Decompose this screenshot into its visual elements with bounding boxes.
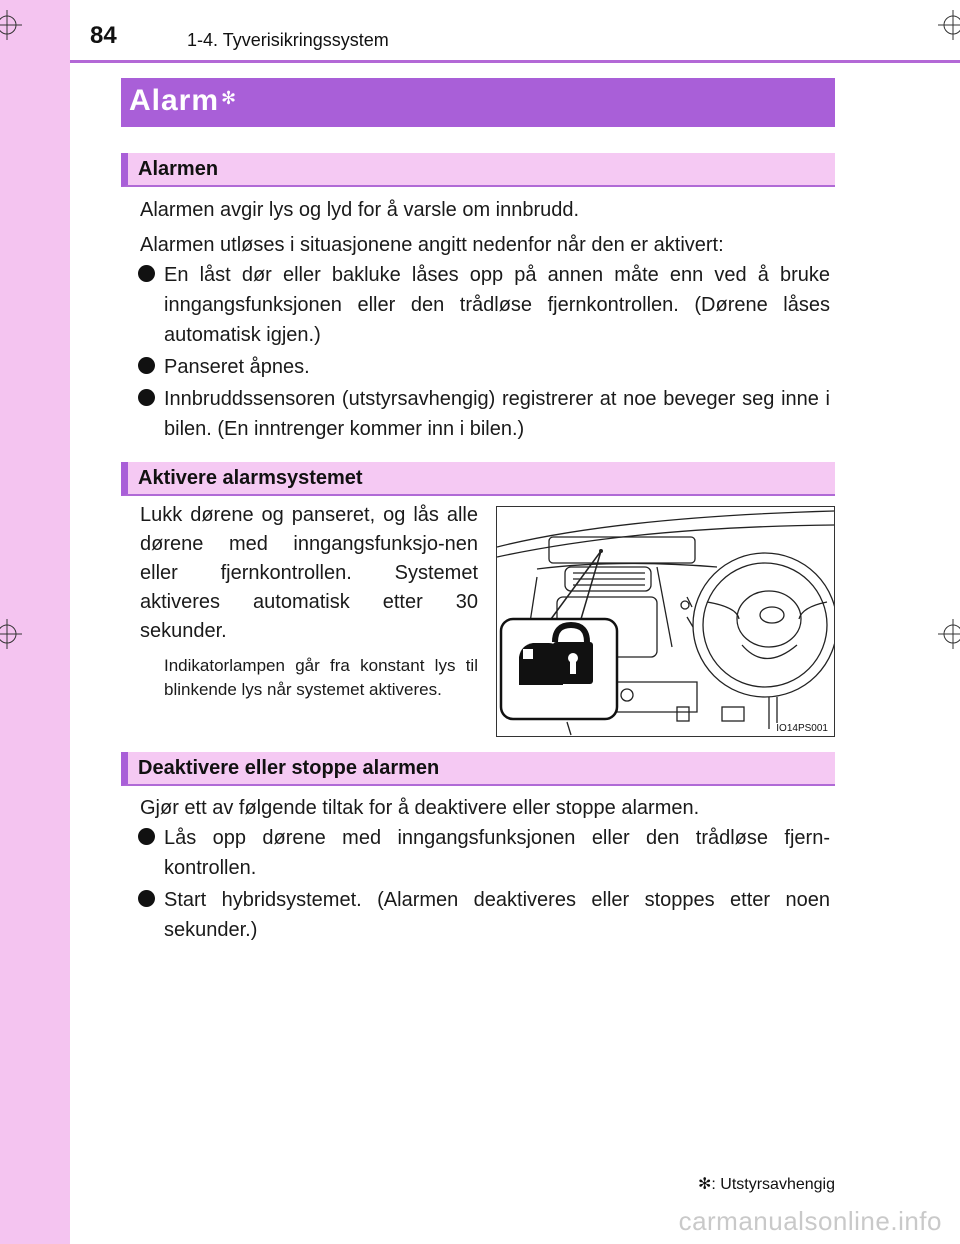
bullet-text: En låst dør eller bakluke låses opp på annen måte enn ved å bruke inngangsfunksjonen eller den trådløse fjernkontrollen. (Dørene låses automatisk igjen.) [164, 264, 830, 346]
bullet-icon [138, 265, 155, 282]
page-number: 84 [90, 22, 117, 49]
running-header: 1-4. Tyverisikringssystem [187, 30, 389, 50]
bullet-icon [138, 357, 155, 374]
paragraph: Alarmen avgir lys og lyd for å varsle om innbrudd. [140, 199, 580, 221]
section-heading-alarm [121, 153, 835, 187]
title-marker: ✻ [221, 87, 237, 108]
figure-code: IO14PS001 [776, 723, 828, 734]
bullet-item [138, 823, 830, 883]
bullet-icon [138, 389, 155, 406]
section-heading-text: Deaktivere eller stoppe alarmen [138, 757, 440, 779]
paragraph: Gjør ett av følgende tiltak for å deaktivere eller stoppe alarmen. [140, 797, 700, 819]
bullet-icon [138, 828, 155, 845]
bullet-text: Start hybridsystemet. (Alarmen deaktiveres eller stoppes etter noen sekunder.) [164, 889, 830, 941]
crop-mark-mid-left [0, 619, 22, 649]
crop-mark-top-right [938, 10, 960, 40]
dashboard-illustration [496, 506, 835, 737]
section-heading-text: Alarmen [138, 158, 219, 180]
activate-note: Indikatorlampen går fra konstant lys til blinkende lys når systemet aktiveres. [164, 656, 478, 699]
title-bar [121, 78, 835, 127]
bullet-text: Panseret åpnes. [164, 356, 310, 378]
bullet-text: Innbruddssensoren (utstyrsavhengig) registrerer at noe beveger seg inne i bilen. (En inntrenger kommer inn i bilen.) [164, 388, 830, 440]
bullet-text: Lås opp dørene med inngangsfunksjonen eller den trådløse fjern-kontrollen. [164, 827, 830, 879]
activate-paragraph: Lukk dørene og panseret, og lås alle dørene med inngangsfunksjo-nen eller fjernkontrollen. Systemet aktiveres automatisk etter 30 sekunder. [140, 504, 478, 642]
bullet-item [138, 885, 830, 945]
watermark: carmanualsonline.info [678, 1206, 942, 1236]
footnote: ✻: Utstyrsavhengig [697, 1176, 835, 1193]
bullet-item [138, 260, 830, 350]
paragraph: Alarmen utløses i situasjonene angitt nedenfor når den er aktivert: [140, 234, 724, 256]
section-heading-activate [121, 462, 835, 496]
section-heading-text: Aktivere alarmsystemet [138, 467, 363, 489]
bullet-item [138, 384, 830, 444]
bullet-icon [138, 890, 155, 907]
crop-mark-mid-right [938, 619, 960, 649]
page-title: Alarm [129, 84, 220, 117]
dashboard-drawing [497, 507, 834, 736]
header-rule [70, 60, 960, 63]
crop-mark-top-left [0, 10, 22, 40]
bullet-item [138, 352, 830, 382]
section-heading-deactivate [121, 752, 835, 786]
